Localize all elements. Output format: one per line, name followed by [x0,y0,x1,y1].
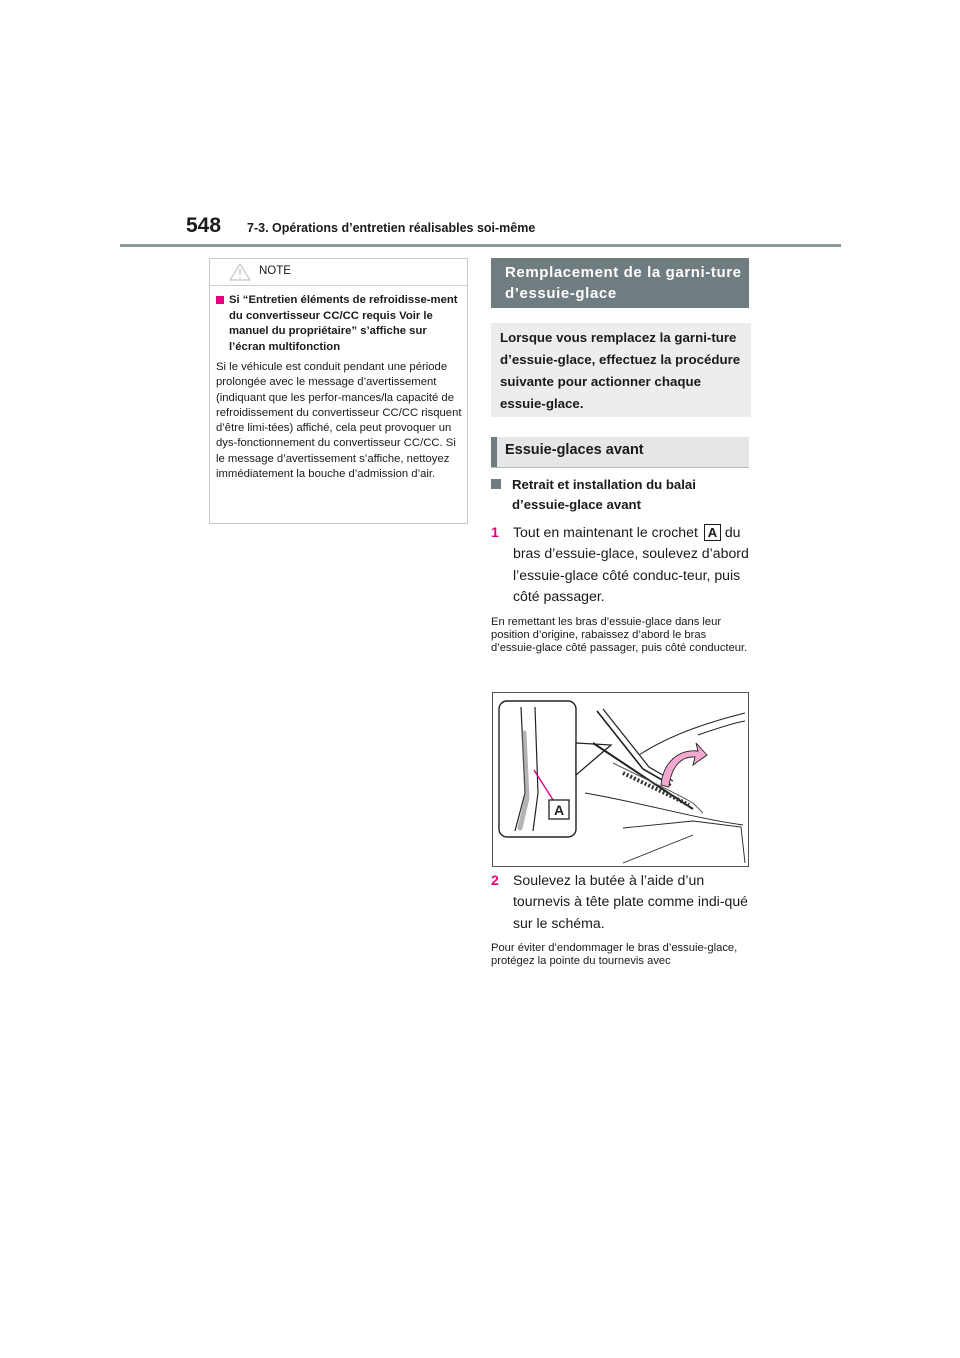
square-bullet-icon [216,296,224,304]
note-divider [210,285,467,286]
square-bullet-icon [491,479,501,489]
heading-bar [491,437,497,467]
replacement-banner [491,258,749,308]
intro-text: Lorsque vous remplacez la garni-ture d’essuie-glace, effectuez la procédure suivante pour actionner chaque essuie-glace. [500,330,741,411]
callout-a: A [704,524,721,541]
note-content [216,293,463,482]
replacement-title: Remplacement de la garni-ture d’essuie-glace [505,264,742,302]
step-2-note: Pour éviter d’endommager le bras d’essuie-glace, protégez la pointe du tournevis avec [491,942,738,967]
note-heading-text: Si “Entretien éléments de refroidisse-ment du convertisseur CC/CC requis Voir le manuel du propriétaire” s’affiche sur l’écran multifonction [229,294,458,353]
note-box [209,258,468,524]
note-header [210,259,467,284]
procedure-heading [491,475,749,514]
step-1-text: Tout en maintenant le crochet [513,524,698,540]
warning-triangle-icon [229,263,251,281]
wiper-illustration [493,693,750,868]
step-text [513,522,749,607]
lift-arrow-icon [661,743,707,787]
figure-callout-label: A [553,802,565,818]
note-heading [216,293,463,355]
step-1 [491,522,751,608]
inset-pointer [576,743,611,775]
step-number: 1 [491,524,499,540]
procedure-heading-text: Retrait et installation du balai d’essuie-glace avant [512,477,696,512]
step-2-text: Soulevez la butée à l’aide d’un tournevis à tête plate comme indi-qué sur le schéma. [513,872,749,931]
step-2 [491,870,751,936]
step-1-note: En remettant les bras d’essuie-glace dans leur position d’origine, rabaissez d’abord le bras d’essuie-glace côté passager, puis côté conducteur. [491,616,748,654]
step-1-text-cont: du bras d’essuie-glace, soulevez d’abord l’essuie-glace côté conduc-teur, puis côté passager. [513,524,749,604]
header-rule [120,244,841,247]
section-title: 7-3. Opérations d’entretien réalisables soi-même [247,221,536,235]
note-label: NOTE [259,265,291,277]
intro-box [491,323,751,417]
front-wipers-title: Essuie-glaces avant [505,442,644,458]
page-number: 548 [186,214,222,237]
note-body: Si le véhicule est conduit pendant une période prolongée avec le message d’avertissement (indiquant que les perfor-mances/la capacité de refroidissement du convertisseur CC/CC risquent d’être limi-tées) affiché, cela peut provoquer un dys-fonctionnement du convertisseur CC/CC. Si le message d’avertissement s’affiche, nettoyez immédiatement la bouche d’admission d’air. [216,361,462,481]
front-wipers-heading [491,437,749,468]
step-number: 2 [491,872,499,888]
wiper-figure [492,692,749,867]
